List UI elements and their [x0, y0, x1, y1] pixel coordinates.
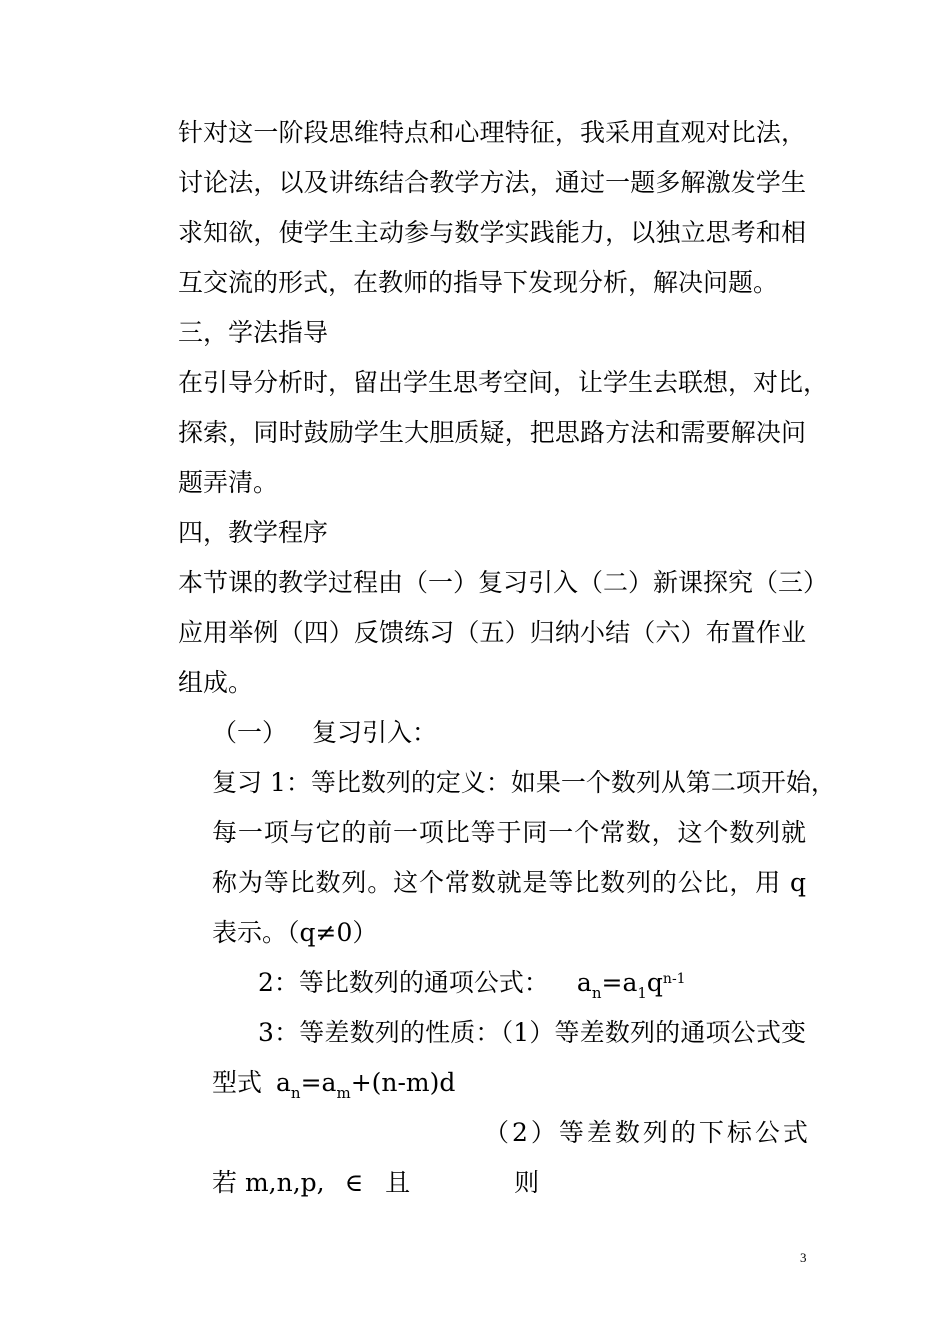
paragraph-line: 组成。 — [178, 668, 254, 697]
paragraph-line: 互交流的形式，在教师的指导下发现分析，解决问题。 — [178, 268, 779, 297]
review-line: 3：等差数列的性质：（1）等差数列的通项公式变 — [258, 1018, 806, 1047]
section-heading: 三，学法指导 — [178, 318, 329, 347]
review-line: 型式 $a_n=a_m+(n-m)d$ — [212, 1068, 456, 1102]
review-line: 若 m,n,p, ∈ 且 则 — [212, 1168, 540, 1197]
paragraph-line: 讨论法，以及讲练结合教学方法，通过一题多解激发学生 — [178, 168, 806, 197]
page-number: 3 — [800, 1250, 807, 1265]
review-line: 表示。（q≠0） — [212, 918, 378, 947]
review-line: 称为等比数列。这个常数就是等比数列的公比，用 q — [212, 868, 806, 897]
review-line: 每一项与它的前一项比等于同一个常数，这个数列就 — [212, 818, 806, 847]
paragraph-line: 题弄清。 — [178, 468, 279, 497]
paragraph-line: 求知欲，使学生主动参与数学实践能力，以独立思考和相 — [178, 218, 806, 247]
paragraph-line: 在引导分析时，留出学生思考空间，让学生去联想，对比， — [178, 368, 829, 397]
paragraph-line: 本节课的教学过程由（一）复习引入（二）新课探究（三） — [178, 568, 829, 597]
review-line — [258, 967, 686, 1003]
review-text: 2：等比数列的通项公式： — [258, 968, 549, 997]
paragraph-line: 应用举例（四）反馈练习（五）归纳小结（六）布置作业 — [178, 618, 806, 647]
review-line: （2）等差数列的下标公式 — [484, 1118, 811, 1147]
paragraph-line: 探索，同时鼓励学生大胆质疑，把思路方法和需要解决问 — [178, 418, 806, 447]
section-heading: 四，教学程序 — [178, 518, 329, 547]
formula-arithmetic-variant: $a_n=a_m+(n-m)d$ — [276, 1068, 456, 1102]
paragraph-line: 针对这一阶段思维特点和心理特征，我采用直观对比法， — [178, 118, 806, 147]
formula-geometric-general-term: $a_n=a_1q^{n-1}$ — [576, 968, 686, 1002]
review-line: 复习 1：等比数列的定义：如果一个数列从第二项开始， — [212, 768, 836, 797]
subsection-label: （一） — [212, 718, 288, 747]
subsection-title: 复习引入： — [312, 718, 438, 747]
